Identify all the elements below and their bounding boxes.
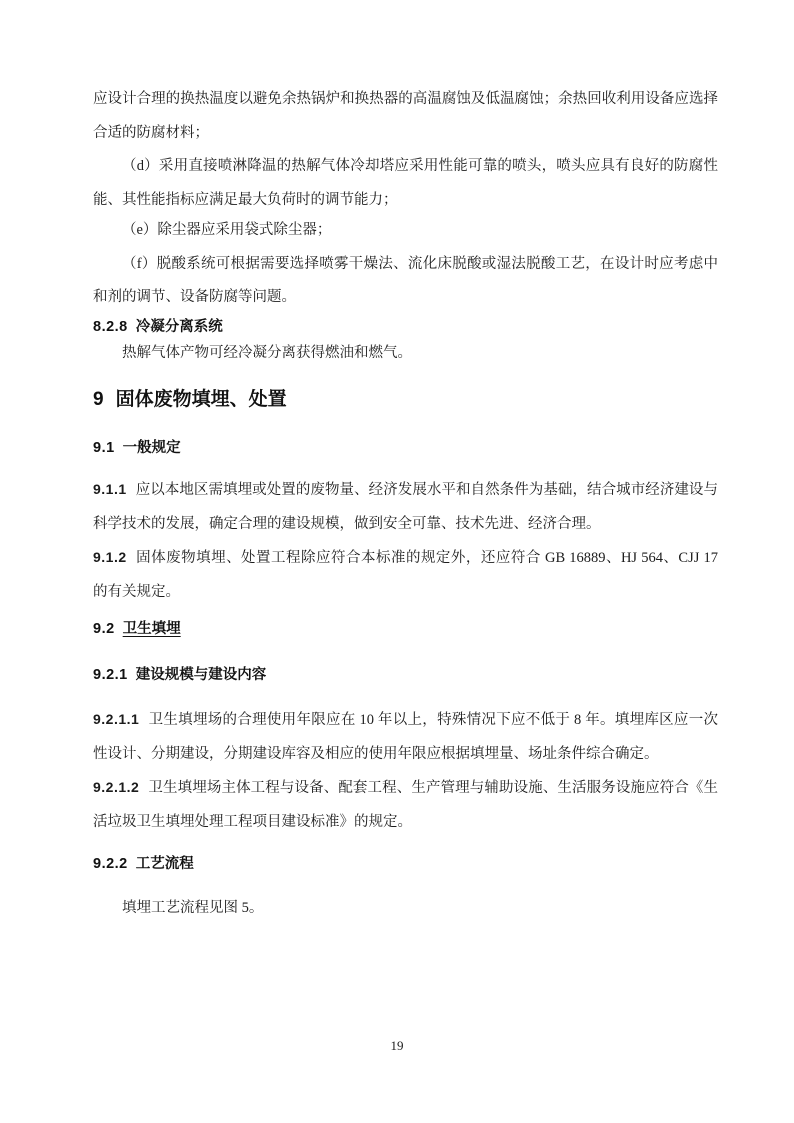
paragraph-9-1-1	[93, 473, 718, 541]
paragraph-number: 9.2.1.2	[93, 779, 140, 795]
paragraph-number: 9.1.1	[93, 481, 127, 497]
section-title: 建设规模与建设内容	[135, 667, 267, 683]
paragraph-9-1-2	[93, 541, 718, 609]
list-item-f: （f）脱酸系统可根据需要选择喷雾干燥法、流化床脱酸或湿法脱酸工艺，在设计时应考虑中和剂的调节、设备防腐等问题。	[93, 255, 718, 305]
section-heading-9-2-2	[93, 850, 718, 878]
paragraph-8-2-8: 热解气体产物可经冷凝分离获得燃油和燃气。	[122, 344, 412, 361]
section-title: 工艺流程	[135, 856, 194, 872]
list-item-e: （e）除尘器应采用袋式除尘器；	[122, 222, 332, 238]
paragraph-text: 应以本地区需填埋或处置的废物量、经济发展水平和自然条件为基础，结合城市经济建设与科学技术的发展，确定合理的建设规模，做到安全可靠、技术先进、经济合理。	[93, 482, 718, 532]
paragraph-number: 9.1.2	[93, 549, 127, 565]
paragraph-continuation: 应设计合理的换热温度以避免余热锅炉和换热器的高温腐蚀及低温腐蚀；余热回收利用设备应选择合适的防腐材料；	[93, 91, 718, 141]
section-number: 9.2	[93, 621, 115, 637]
paragraph-number: 9.2.1.1	[93, 711, 140, 727]
section-heading-9-1	[93, 434, 718, 462]
paragraph-text: 固体废物填埋、处置工程除应符合本标准的规定外，还应符合 GB 16889、HJ 564、CJJ 17 的有关规定。	[93, 550, 718, 600]
paragraph-9-2-1-2	[93, 771, 718, 839]
section-number: 9.2.1	[93, 667, 128, 683]
chapter-heading-9	[93, 383, 718, 416]
section-heading-9-2-1	[93, 661, 718, 689]
section-number: 9.2.2	[93, 856, 128, 872]
page-number: 19	[390, 1038, 404, 1053]
section-number: 8.2.8	[93, 318, 128, 335]
section-number: 9.1	[93, 440, 115, 456]
list-item-d: （d）采用直接喷淋降温的热解气体冷却塔应采用性能可靠的喷头，喷头应具有良好的防腐性能、其性能指标应满足最大负荷时的调节能力；	[93, 158, 718, 208]
paragraph-9-2-1-1	[93, 703, 718, 771]
section-title: 一般规定	[122, 440, 181, 456]
section-title: 冷凝分离系统	[135, 318, 223, 335]
paragraph-text: 卫生填埋场的合理使用年限应在 10 年以上，特殊情况下应不低于 8 年。填埋库区应一次性设计、分期建设，分期建设库容及相应的使用年限应根据填埋量、场址条件综合确定。	[93, 712, 718, 762]
paragraph-text: 卫生填埋场主体工程与设备、配套工程、生产管理与辅助设施、生活服务设施应符合《生活垃圾卫生填埋处理工程项目建设标准》的规定。	[93, 780, 718, 830]
chapter-number: 9	[93, 389, 104, 410]
paragraph-9-2-2: 填埋工艺流程见图 5。	[122, 900, 264, 916]
section-title: 卫生填埋	[122, 621, 181, 637]
chapter-title: 固体废物填埋、处置	[115, 389, 287, 410]
section-heading-9-2	[93, 615, 718, 643]
